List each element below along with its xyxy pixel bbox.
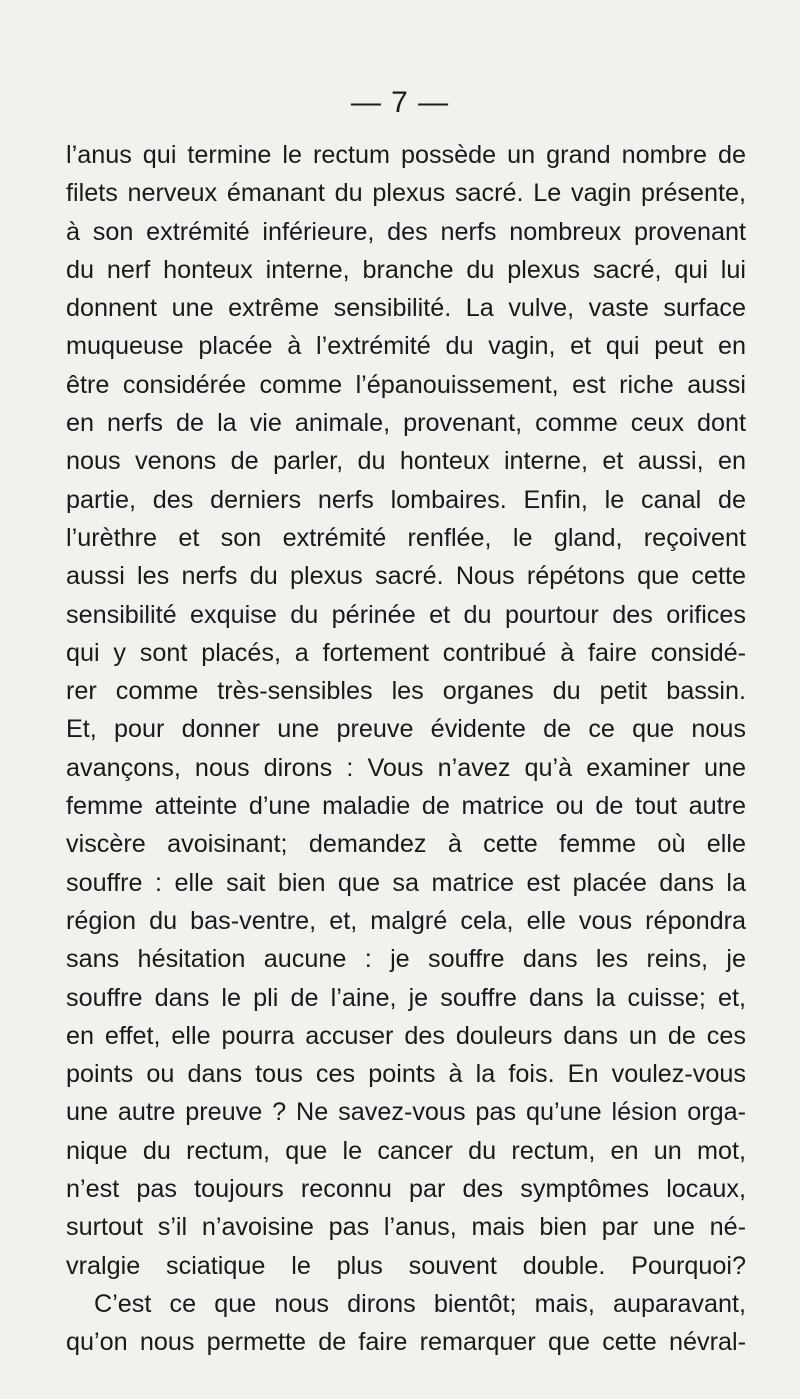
text-line: muqueuse placée à l’extrémité du vagin, et qui peut en xyxy=(66,332,746,361)
text-line: avançons, nous dirons : Vous n’avez qu’à examiner une xyxy=(66,753,746,782)
text-line: Et, pour donner une preuve évidente de ce que nous xyxy=(66,715,746,744)
text-line: souffre : elle sait bien que sa matrice est placée dans la xyxy=(66,868,746,897)
text-line: femme atteinte d’une maladie de matrice ou de tout autre xyxy=(66,792,746,821)
text-line: être considérée comme l’épanouissement, est riche aussi xyxy=(66,370,746,399)
text-line: nique du rectum, que le cancer du rectum, en un mot, xyxy=(66,1136,746,1165)
text-line: C’est ce que nous dirons bientôt; mais, auparavant, xyxy=(94,1289,746,1318)
text-line: du nerf honteux interne, branche du plexus sacré, qui lui xyxy=(66,255,746,284)
text-line: à son extrémité inférieure, des nerfs nombreux provenant xyxy=(66,217,746,246)
page-number: — 7 — xyxy=(350,86,450,119)
body-text xyxy=(66,136,746,1362)
text-line: rer comme très-sensibles les organes du petit bassin. xyxy=(66,677,746,706)
text-line: région du bas-ventre, et, malgré cela, elle vous répondra xyxy=(66,906,746,935)
text-line: souffre dans le pli de l’aine, je souffre dans la cuisse; et, xyxy=(66,983,746,1012)
text-line: partie, des derniers nerfs lombaires. Enfin, le canal de xyxy=(66,485,746,514)
text-line: l’anus qui termine le rectum possède un grand nombre de xyxy=(66,141,746,169)
text-line: vralgie sciatique le plus souvent double. Pourquoi? xyxy=(66,1251,746,1280)
text-line: filets nerveux émanant du plexus sacré. Le vagin présente, xyxy=(66,179,746,208)
text-line: qu’on nous permette de faire remarquer que cette névral- xyxy=(66,1328,746,1357)
text-line: sensibilité exquise du périnée et du pourtour des orifices xyxy=(66,600,746,629)
text-line: qui y sont placés, a fortement contribué à faire considé- xyxy=(66,638,746,667)
text-line: points ou dans tous ces points à la fois. En voulez-vous xyxy=(66,1060,746,1089)
text-line: nous venons de parler, du honteux interne, et aussi, en xyxy=(66,447,746,476)
text-line: l’urèthre et son extrémité renflée, le gland, reçoivent xyxy=(66,523,746,552)
text-line: en nerfs de la vie animale, provenant, comme ceux dont xyxy=(66,409,746,438)
text-line: aussi les nerfs du plexus sacré. Nous répétons que cette xyxy=(66,562,746,591)
text-line: donnent une extrême sensibilité. La vulve, vaste surface xyxy=(66,294,746,323)
text-line: n’est pas toujours reconnu par des symptômes locaux, xyxy=(66,1175,746,1204)
text-line: une autre preuve ? Ne savez-vous pas qu’une lésion orga- xyxy=(66,1098,746,1127)
text-line: en effet, elle pourra accuser des douleurs dans un de ces xyxy=(66,1021,746,1050)
text-line: surtout s’il n’avoisine pas l’anus, mais bien par une né- xyxy=(66,1213,746,1242)
text-line: sans hésitation aucune : je souffre dans les reins, je xyxy=(66,945,746,974)
text-line: viscère avoisinant; demandez à cette femme où elle xyxy=(66,830,746,859)
